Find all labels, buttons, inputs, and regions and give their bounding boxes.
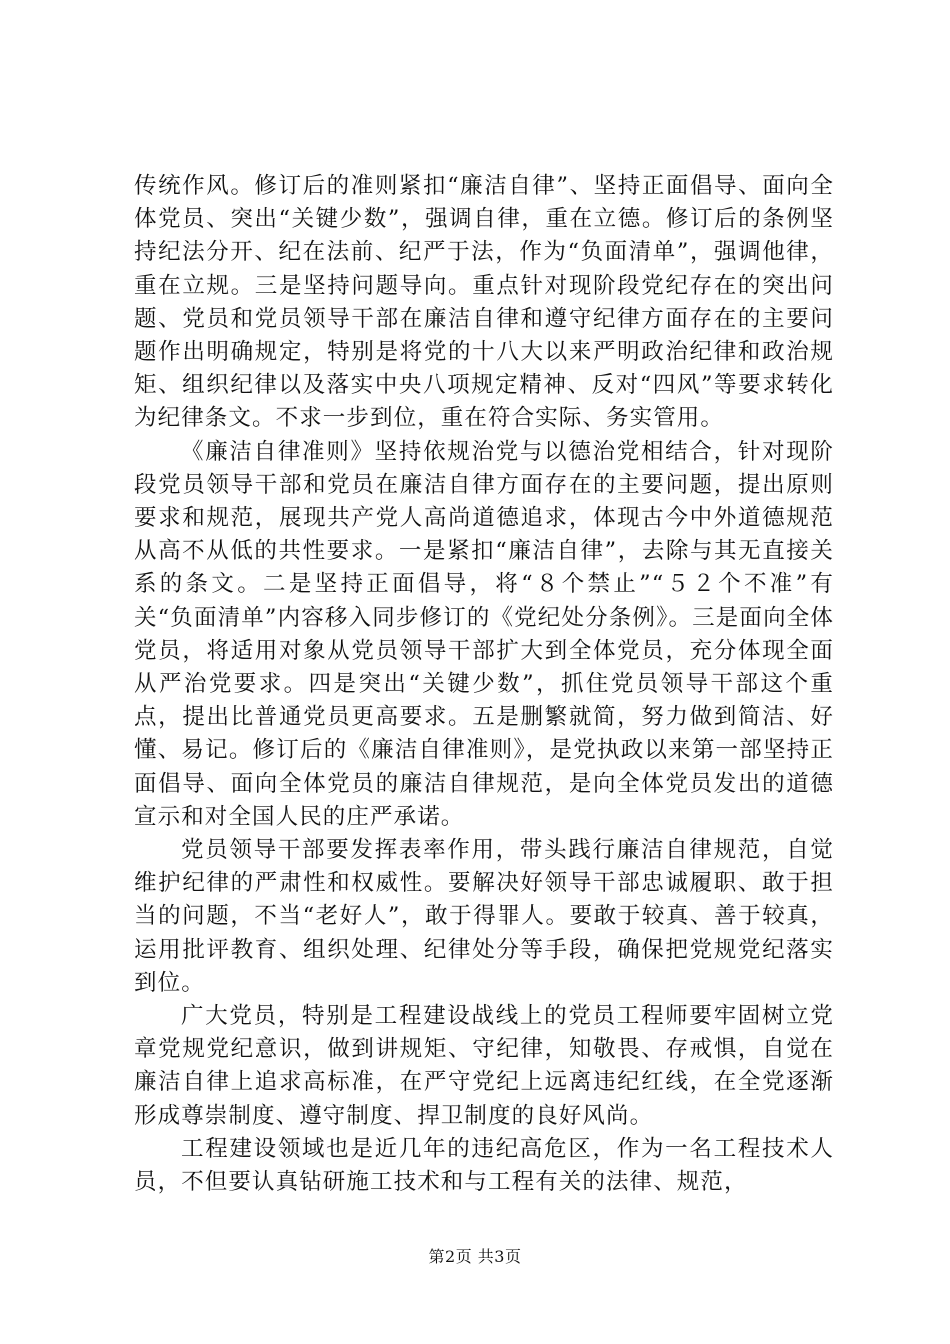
page-footer: 第2页 共3页 [428,1247,522,1266]
paragraph-party-members: 广大党员，特别是工程建设战线上的党员工程师要牢固树立党章党规党纪意识，做到讲规矩、守纪律，知敬畏、存戒惧，自觉在廉洁自律上追求高标准，在严守党纪上远离违纪红线，在全党逐渐形成尊崇制度、遵守制度、捍卫制度的良好风尚。 [134,1003,834,1129]
paragraph-integrity-code: 《廉洁自律准则》坚持依规治党与以德治党相结合，针对现阶段党员领导干部和党员在廉洁自律方面存在的主要问题，提出原则要求和规范，展现共产党人高尚道德追求，体现古今中外道德规范从高不从低的共性要求。一是紧扣“廉洁自律”，去除与其无直接关系的条文。二是坚持正面倡导，将“８个禁止”“５２个不准”有关“负面清单”内容移入同步修订的《党纪处分条例》。三是面向全体党员，将适用对象从党员领导干部扩大到全体党员，充分体现全面从严治党要求。四是突出“关键少数”，抓住党员领导干部这个重点，提出比普通党员更高要求。五是删繁就简，努力做到简洁、好懂、易记。修订后的《廉洁自律准则》，是党执政以来第一部坚持正面倡导、面向全体党员的廉洁自律规范，是向全体党员发出的道德宣示和对全国人民的庄严承诺。 [134,438,834,830]
document-body [134,170,834,1199]
paragraph-engineering-field: 工程建设领域也是近几年的违纪高危区，作为一名工程技术人员，不但要认真钻研施工技术和与工程有关的法律、规范， [134,1135,834,1196]
paragraph-leading-cadres: 党员领导干部要发挥表率作用，带头践行廉洁自律规范，自觉维护纪律的严肃性和权威性。要解决好领导干部忠诚履职、敢于担当的问题，不当“老好人”，敢于得罪人。要敢于较真、善于较真，运用批评教育、组织处理、纪律处分等手段，确保把党规党纪落实到位。 [134,837,834,996]
paragraph-continuation: 传统作风。修订后的准则紧扣“廉洁自律”、坚持正面倡导、面向全体党员、突出“关键少数”，强调自律，重在立德。修订后的条例坚持纪法分开、纪在法前、纪严于法，作为“负面清单”，强调他律，重在立规。三是坚持问题导向。重点针对现阶段党纪存在的突出问题、党员和党员领导干部在廉洁自律和遵守纪律方面存在的主要问题作出明确规定，特别是将党的十八大以来严明政治纪律和政治规矩、组织纪律以及落实中央八项规定精神、反对“四风”等要求转化为纪律条文。不求一步到位，重在符合实际、务实管用。 [134,173,834,432]
